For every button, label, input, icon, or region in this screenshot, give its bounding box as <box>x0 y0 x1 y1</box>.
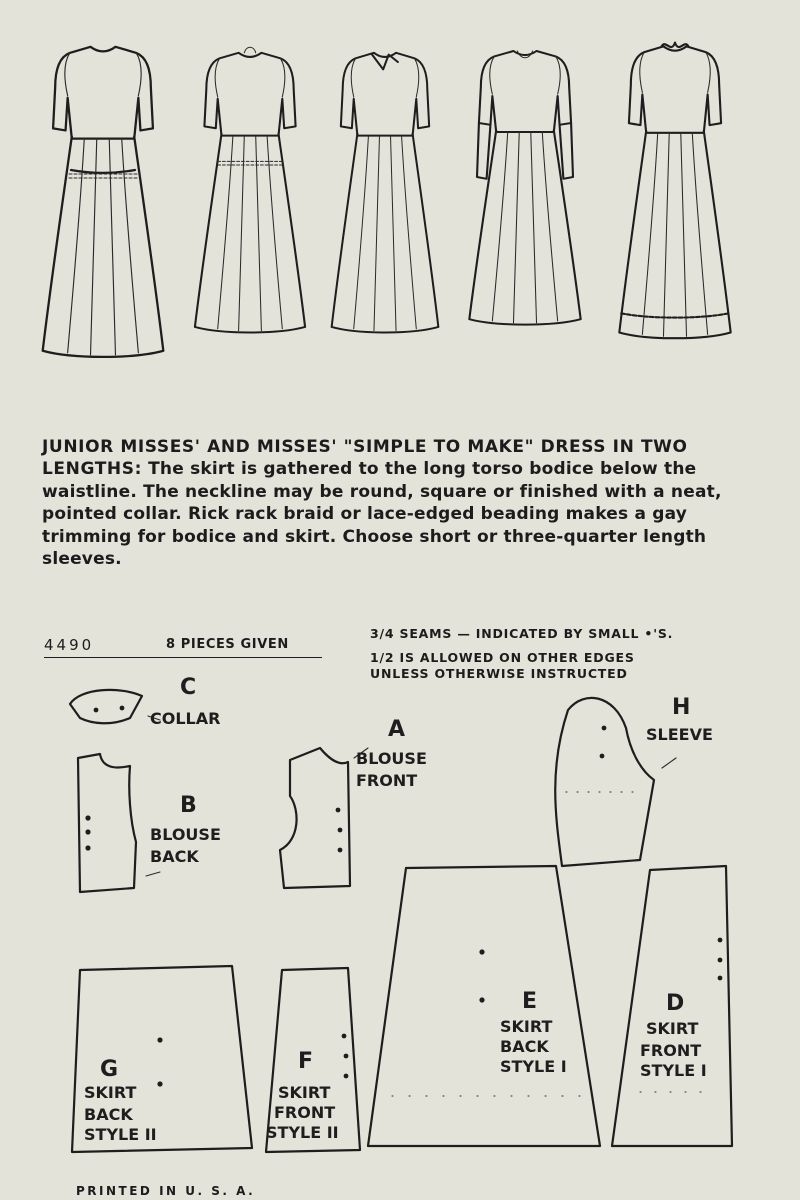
skirt-back-2-label-3: STYLE II <box>84 1125 157 1144</box>
skirt-back-2-label-1: SKIRT <box>84 1083 137 1102</box>
description-body: The skirt is gathered to the long torso bodice below the waistline. The neckline may be round, square or finished with a neat, pointed collar. Rick rack braid or lace-edged beading makes a gay trimming for bodice and skirt. Choose short or three-quarter length sleeves. <box>42 459 722 570</box>
skirt-front-2-label-2: FRONT <box>274 1103 336 1122</box>
footer-printed-in: PRINTED IN U. S. A. <box>76 1184 256 1198</box>
pattern-description <box>42 436 742 570</box>
seam-note-2: 1/2 IS ALLOWED ON OTHER EDGES <box>370 650 635 665</box>
skirt-front-2-label-1: SKIRT <box>278 1083 331 1102</box>
description-heading: JUNIOR MISSES' AND MISSES' "SIMPLE TO MAKE" DRESS IN TWO LENGTHS: <box>42 437 688 480</box>
dress-figure-4 <box>469 51 580 325</box>
seam-note-3: UNLESS OTHERWISE INSTRUCTED <box>370 666 628 681</box>
dress-illustrations <box>0 0 800 400</box>
collar-letter: C <box>180 675 197 700</box>
skirt-front-1-label-3: STYLE I <box>640 1061 707 1080</box>
skirt-back-2-label-2: BACK <box>84 1105 133 1124</box>
skirt-front-1-label-1: SKIRT <box>646 1019 699 1038</box>
skirt-back-1-label-2: BACK <box>500 1037 549 1056</box>
piece-skirt-front-style-2 <box>266 968 360 1152</box>
skirt-back-1-label-1: SKIRT <box>500 1017 553 1036</box>
skirt-front-2-letter: F <box>298 1049 314 1074</box>
piece-sleeve <box>555 695 713 866</box>
seam-note-1: 3/4 SEAMS — INDICATED BY SMALL •'S. <box>370 626 674 641</box>
dress-figure-2 <box>195 47 305 332</box>
dress-figure-1 <box>43 47 164 357</box>
blouse-front-label-2: FRONT <box>356 771 418 790</box>
sleeve-label: SLEEVE <box>646 725 713 744</box>
skirt-back-1-label-3: STYLE I <box>500 1057 567 1076</box>
blouse-back-label-2: BACK <box>150 847 199 866</box>
skirt-back-1-letter: E <box>522 989 538 1014</box>
pattern-pieces-diagram <box>0 670 800 1180</box>
dress-figure-5 <box>619 43 730 339</box>
pattern-underline <box>44 657 322 658</box>
skirt-back-2-letter: G <box>100 1057 119 1082</box>
dress-figure-3 <box>332 53 439 333</box>
piece-skirt-back-style-2 <box>72 966 252 1152</box>
piece-collar <box>70 675 220 728</box>
blouse-front-letter: A <box>388 717 406 742</box>
skirt-front-2-label-3: STYLE II <box>266 1123 339 1142</box>
blouse-back-letter: B <box>180 793 197 818</box>
pieces-given: 8 PIECES GIVEN <box>166 637 289 652</box>
sleeve-letter: H <box>672 695 691 720</box>
collar-label: COLLAR <box>150 709 221 728</box>
piece-blouse-back <box>78 754 221 892</box>
blouse-front-label-1: BLOUSE <box>356 749 427 768</box>
piece-skirt-back-style-1 <box>368 866 600 1146</box>
skirt-front-1-letter: D <box>666 991 685 1016</box>
blouse-back-label-1: BLOUSE <box>150 825 221 844</box>
piece-blouse-front <box>280 717 427 888</box>
piece-skirt-front-style-1 <box>612 866 732 1146</box>
skirt-front-1-label-2: FRONT <box>640 1041 702 1060</box>
pattern-number: 4490 <box>44 636 95 654</box>
